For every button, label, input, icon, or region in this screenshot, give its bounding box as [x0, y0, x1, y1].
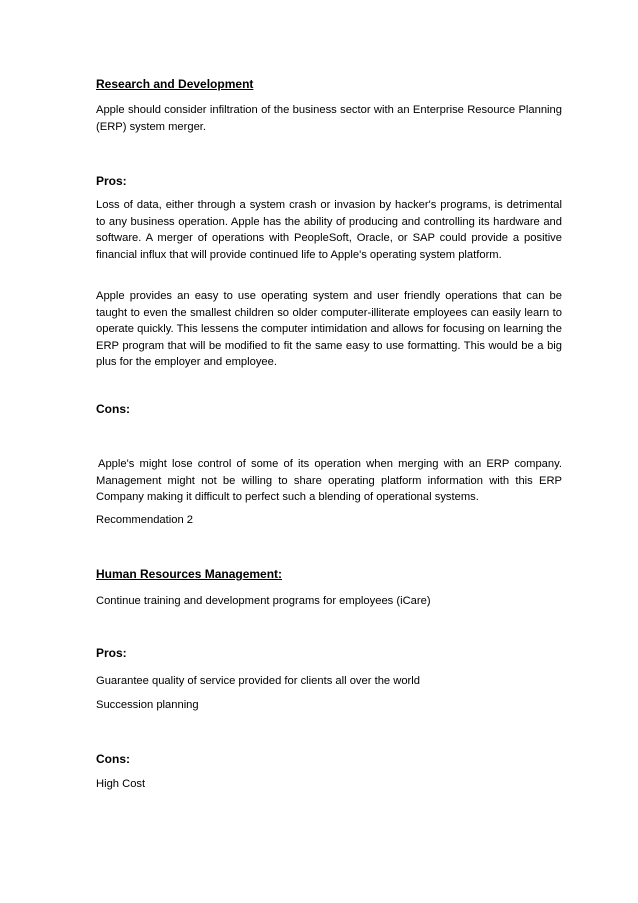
cons-paragraph-1: Apple's might lose control of some of its operation when merging with an ERP company. Management might not be willing to share operating platform information with this ERP Company making it difficult to perfect such a blending of operational systems. — [96, 458, 562, 503]
pros-item: Guarantee quality of service provided for clients all over the world — [96, 675, 420, 687]
pros-paragraph-1: Loss of data, either through a system crash or invasion by hacker's programs, is detrimental to any business operation. Apple has the ability of producing and controlling its hardware and software. A merger of operations with PeopleSoft, Oracle, or SAP could provide a positive financial influx that will provide continued life to Apple's operating system platform. — [96, 199, 562, 261]
pros-paragraph-2: Apple provides an easy to use operating system and user friendly operations that can be taught to even the smallest children so older computer-illiterate employees can easily learn to operate quickly. This lessens the computer intimidation and allows for focusing on learning the ERP program that will be modified to fit the same easy to use formatting. This would be a big plus for the employer and employee. — [96, 290, 562, 368]
cons-heading-research-development: Cons: — [96, 402, 130, 416]
pros-heading-research-development: Pros: — [96, 174, 127, 188]
section-intro-human-resources: Continue training and development programs for employees (iCare) — [96, 595, 431, 607]
recommendation-label: Recommendation 2 — [96, 514, 194, 526]
cons-heading-human-resources: Cons: — [96, 752, 130, 766]
cons-item: High Cost — [96, 778, 146, 790]
section-heading-human-resources: Human Resources Management: — [96, 567, 283, 581]
section-heading-research-development: Research and Development — [96, 77, 254, 91]
pros-item: Succession planning — [96, 699, 199, 711]
section-intro-research-development: Apple should consider infiltration of the business sector with an Enterprise Resource Planning (ERP) system merger. — [96, 104, 562, 133]
pros-heading-human-resources: Pros: — [96, 646, 127, 660]
